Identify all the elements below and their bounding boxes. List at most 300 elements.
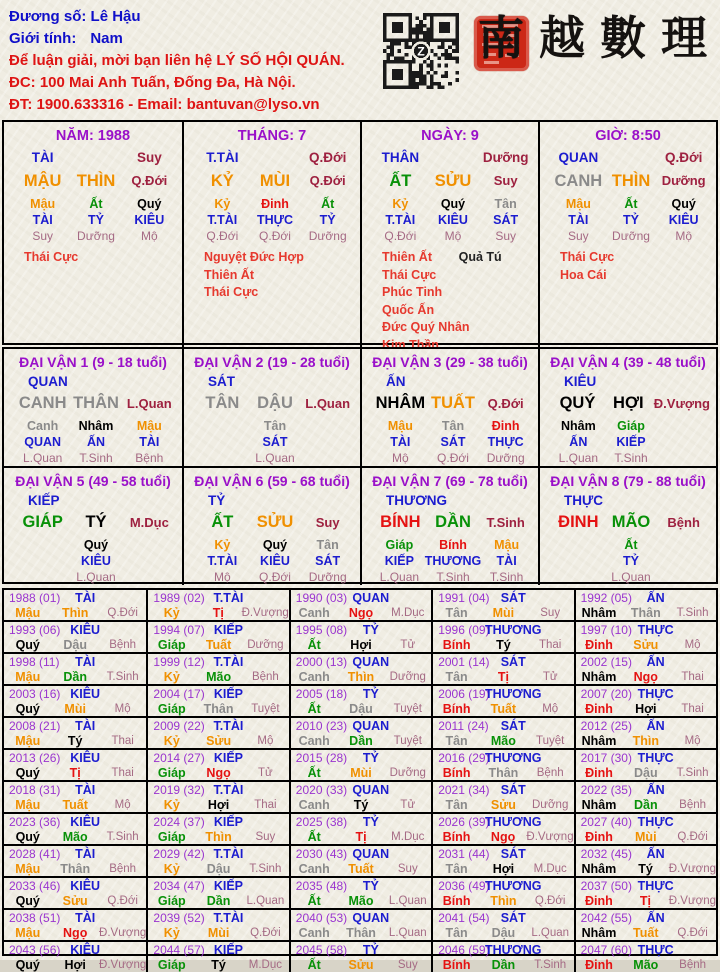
hidden-stem-stack [552,196,605,244]
svg-text:Z: Z [417,44,425,59]
year-cell-top [576,623,716,638]
dai-van-stem-branch-row [542,510,714,535]
year-branch: Mão [490,734,516,748]
hidden-stem: Kỷ [214,197,231,211]
year-stage: Đ.Vượng [526,831,574,843]
hidden-stage: Mộ [140,229,158,243]
year-stage: Q.Đới [534,895,566,907]
year-cell-bottom [291,830,431,844]
qr-code [383,13,459,89]
year-cell-bottom [148,670,288,684]
year-god: THỰC [637,943,674,957]
hidden-stem: Quý [262,538,288,552]
year-cell-bottom [148,766,288,780]
branch-label: DẬU [257,394,293,412]
year-branch: Ngọ [63,926,88,940]
dai-van-stem-branch-row [364,391,536,416]
year-cell-top [148,783,288,798]
hidden-god: SÁT [440,435,466,449]
year-branch: Thìn [490,894,517,908]
year-label: 2019 (32) [153,783,205,797]
hidden-stage: Mộ [675,229,692,243]
hidden-stem-stack [69,418,122,466]
pillar-god-row [542,148,714,168]
stem-label: CANH [18,394,67,412]
year-label: 2002 (15) [580,655,632,669]
year-branch: Thân [488,766,519,780]
stage-label: Q.Đới [664,150,703,165]
year-god: KIÊU [70,943,101,957]
year-cell [146,876,288,908]
year-stage: Bệnh [536,767,564,779]
hidden-stage: Suy [567,229,589,243]
hidden-stems-row [364,537,536,585]
year-branch: Mão [348,894,374,908]
pillar-notes [6,249,180,267]
year-cell [431,652,573,684]
year-cell [146,590,288,620]
year-god: ẤN [646,911,665,925]
year-god: ẤN [646,591,665,605]
year-cell [574,812,716,844]
header [0,0,720,118]
year-cell [431,940,573,972]
hidden-stem-stack [479,418,532,466]
year-label: 2023 (36) [9,815,61,829]
year-god: SÁT [500,783,526,797]
year-cell [431,748,573,780]
year-god: ẤN [646,655,665,669]
hidden-stem-stack [16,196,69,244]
year-stem: Canh [298,862,330,876]
year-cell [289,620,431,652]
year-stage: Thai [681,671,704,683]
hidden-stem: Mậu [30,197,56,211]
year-cell [289,684,431,716]
god-label: TÀI [31,150,54,165]
hidden-stem: Tân [263,419,287,433]
hidden-stems-row [6,196,180,244]
year-cell-top [4,591,146,606]
branch-label: THÂN [73,394,119,412]
year-label: 2036 (49) [438,879,490,893]
year-stage: Mộ [684,735,701,747]
hidden-god: T.TÀI [207,213,238,227]
note-star: Nguyệt Đức Hợp [204,250,304,264]
year-cell-bottom [291,766,431,780]
hidden-stems-row [186,418,358,466]
pillar-notes [186,249,358,302]
year-stage: Đ.Vượng [99,959,147,971]
year-label: 1994 (07) [153,623,205,637]
year-label: 2026 (39) [438,815,490,829]
year-label: 2018 (31) [9,783,61,797]
stage-label: Suy [493,173,518,188]
dai-van-stem-branch-row [186,391,358,416]
year-stage: Tuyệt [393,735,422,747]
year-cell [146,812,288,844]
dai-van-stem-branch-row [364,510,536,535]
year-god: SÁT [500,591,526,605]
year-god: T.TÀI [213,655,244,669]
hidden-stem: Quý [671,197,696,211]
year-label: 1997 (10) [580,623,632,637]
year-cell-bottom [148,702,288,716]
year-label: 2029 (42) [153,847,205,861]
year-cell [146,716,288,748]
year-label: 1995 (08) [295,623,348,637]
hidden-god: TÀI [390,435,411,449]
year-cell-bottom [4,606,146,620]
gender-label: Giới tính: [9,30,77,47]
year-label: 2027 (40) [580,815,632,829]
year-god: ẤN [646,783,665,797]
hidden-god: T.TÀI [207,554,238,568]
hidden-stem-stack [196,196,249,244]
year-cell [289,908,431,940]
hidden-stem: Tân [494,197,517,211]
year-cell [574,908,716,940]
year-label: 2001 (14) [438,655,490,669]
year-label: 1998 (11) [9,655,60,669]
year-branch: Ngọ [348,606,374,620]
year-god: THƯƠNG [484,687,542,701]
year-god: TỶ [362,879,379,893]
year-stage: Đ.Vượng [99,927,147,939]
pillar-notes [364,249,536,354]
god-label: QUAN [558,150,599,165]
branch-label: MÃO [611,513,651,531]
year-label: 2008 (21) [9,719,61,733]
year-cell-top [4,719,146,734]
year-cell-bottom [576,798,716,812]
dai-van-table [2,347,718,584]
brand-logo [468,4,716,76]
stem-label: GIÁP [22,513,63,531]
year-stem: Giáp [157,638,186,652]
hidden-stage: L.Quan [255,451,295,465]
year-cell-bottom [576,734,716,748]
dai-van-cell [538,466,716,585]
hidden-stems-row [186,537,358,585]
hidden-stem-stack [16,418,69,466]
year-label: 2003 (16) [9,687,61,701]
year-cell-top [148,815,288,830]
dai-van-title: ĐẠI VẬN 8 (79 - 88 tuổi) [550,473,706,489]
year-cell-bottom [433,670,573,684]
year-stage: T.Sinh [534,959,567,971]
pillar-stem-branch-row [6,168,180,194]
year-stage: Q.Đới [250,927,281,939]
hidden-stage: Bệnh [135,451,164,465]
year-cell-top [291,591,431,606]
hidden-god: KIÊU [668,213,699,227]
god-label: KIẾP [28,493,60,508]
year-cell-top [291,879,431,894]
hidden-stem: Nhâm [560,419,596,433]
hidden-god: TỶ [623,554,639,568]
year-god: ẤN [646,719,665,733]
note-star: Đức Quý Nhân [382,320,470,334]
year-god: KIẾP [213,623,244,637]
year-cell-top [291,623,431,638]
year-stage: L.Quan [388,927,427,939]
year-cell-bottom [291,926,431,940]
year-god: TÀI [75,783,96,797]
year-label: 1999 (12) [153,655,205,669]
year-stem: Bính [442,766,471,780]
hidden-god: TỶ [623,213,639,227]
year-god: KIẾP [213,751,244,765]
year-label: 2004 (17) [153,687,205,701]
year-stage: M.Dục [533,863,567,875]
year-cell-top [4,879,146,894]
year-stem: Bính [442,958,471,972]
year-cell-bottom [4,926,146,940]
year-cell-bottom [148,958,288,972]
year-cell [289,590,431,620]
calligraphy-char: 越 [539,11,585,65]
year-cell-bottom [576,606,716,620]
gender-line [9,28,345,50]
year-cell-bottom [433,766,573,780]
year-label: 2006 (19) [438,687,490,701]
year-branch: Thìn [205,830,232,844]
year-stage: Suy [397,863,418,875]
year-cell-bottom [148,862,288,876]
year-branch: Mùi [635,830,657,844]
year-cell-bottom [433,830,573,844]
hidden-god: KIÊU [134,213,165,227]
year-branch: Tị [639,894,652,908]
hidden-stem-stack [301,537,354,585]
year-stem: Nhâm [581,606,617,620]
hidden-stem-stack [427,418,480,466]
year-stem: Đinh [585,638,613,652]
pillar-title: NGÀY: 9 [421,128,479,144]
year-cell-bottom [4,766,146,780]
year-god: T.TÀI [213,591,244,605]
year-god: THƯƠNG [484,879,542,893]
year-god: KIẾP [213,879,244,893]
year-stem: Kỷ [163,798,180,812]
hidden-god: ẤN [86,435,106,449]
god-label: TỶ [208,493,226,508]
year-stage: Tuyệt [251,703,280,715]
note-star: Phúc Tinh [382,285,443,299]
branch-label: SỬU [256,513,294,531]
year-stage: Tử [258,767,273,779]
year-cell-bottom [4,734,146,748]
year-cell-top [291,911,431,926]
year-label: 1996 (09) [438,623,490,637]
year-branch: Mùi [64,702,86,716]
year-stem: Ất [307,894,321,908]
year-label: 2030 (43) [295,847,348,861]
year-stem: Mậu [15,734,41,748]
year-stage: Q.Đới [107,895,138,907]
year-label: 2010 (23) [295,719,348,733]
year-god: SÁT [500,719,526,733]
stem-label: TÂN [205,394,240,412]
year-stem: Bính [442,830,471,844]
year-stage: Mộ [684,639,701,651]
year-cell-top [148,943,288,958]
year-label: 1989 (02) [153,591,205,605]
year-god: TỶ [362,687,379,701]
year-label: 2009 (22) [153,719,205,733]
year-cell-bottom [291,638,431,652]
hidden-stage: Dưỡng [308,229,347,243]
dai-van-cell [182,349,360,466]
year-stem: Tân [445,926,468,940]
year-cell [289,716,431,748]
year-god: TỶ [362,623,379,637]
year-label: 2024 (37) [153,815,205,829]
year-branch: Dần [633,798,658,812]
year-stage: Q.Đới [107,607,138,619]
hidden-stem-stack [479,196,532,244]
hidden-stem-stack [249,418,302,466]
year-cell-top [291,719,431,734]
year-label: 2031 (44) [438,847,490,861]
stem-label: ẤT [211,513,234,531]
year-god: TÀI [75,591,96,605]
year-cell-bottom [576,766,716,780]
year-cell [4,940,146,972]
note-star: Thái Cực [382,267,437,282]
hidden-god: KIÊU [438,213,468,227]
year-stem: Tân [445,670,468,684]
year-branch: Tuất [490,702,517,716]
year-label: 1990 (03) [295,591,348,605]
year-god: TỶ [362,815,379,829]
year-god: KIÊU [70,815,101,829]
hidden-stem: Đinh [261,197,289,211]
year-branch: Hợi [207,798,230,812]
god-label: ẤN [386,374,406,389]
year-label: 2025 (38) [295,815,348,829]
year-god: QUAN [352,783,390,797]
year-branch: Thân [60,862,91,876]
subject-name-value: Lê Hậu [90,8,141,25]
year-cell [574,684,716,716]
year-cell-bottom [433,894,573,908]
year-stage: Đ.Vượng [241,607,289,619]
year-label: 2043 (56) [9,943,61,957]
year-label: 2047 (60) [580,943,632,957]
stem-label: NHÂM [375,394,426,412]
year-stage: L.Quan [531,927,570,939]
year-label: 2022 (35) [580,783,632,797]
year-cell [146,684,288,716]
year-cell-bottom [433,702,573,716]
year-cell-top [433,751,573,766]
note-star: Kim Thần [382,337,439,352]
year-god: THỰC [637,815,674,829]
year-stem: Kỷ [163,606,180,620]
contact-line-2: ĐC: 100 Mai Anh Tuấn, Đống Đa, Hà Nội. [9,74,296,91]
stage-label: Suy [315,515,340,530]
year-god: KIẾP [213,943,244,957]
year-cell-bottom [433,926,573,940]
branch-label: THÌN [76,172,116,190]
hidden-stem: Tân [316,538,339,552]
hidden-stage: T.Sinh [489,570,524,584]
year-god: KIẾP [213,815,244,829]
year-god: THƯƠNG [484,623,542,637]
year-branch: Mão [206,670,232,684]
year-branch: Tý [67,734,83,748]
year-god: QUAN [352,655,390,669]
pillar-cell [360,122,538,354]
year-label: 2039 (52) [153,911,205,925]
hidden-stems-row [542,537,714,585]
year-god: TÀI [75,911,96,925]
year-stage: Dưỡng [389,767,426,779]
year-stage: Suy [540,607,561,619]
year-cell-top [148,751,288,766]
year-cell-bottom [291,862,431,876]
year-label: 2000 (13) [295,655,348,669]
hidden-stage: Q.Đới [437,451,469,465]
year-stem: Canh [298,670,330,684]
year-stem: Ất [307,830,321,844]
year-god: T.TÀI [213,719,244,733]
year-label: 2007 (20) [580,687,632,701]
hidden-stem: Ất [624,197,638,211]
dai-van-title: ĐẠI VẬN 6 (59 - 68 tuổi) [194,473,350,489]
pillar-god-row [364,148,536,168]
year-cell-top [4,815,146,830]
hidden-stage: L.Quan [611,570,651,584]
pillar-god-row [186,148,358,168]
year-branch: Dần [349,734,373,748]
year-stage: Q.Đới [677,927,708,939]
year-branch: Tị [497,670,509,684]
hidden-stem: Mậu [387,419,413,433]
hidden-stage: Suy [495,229,516,243]
year-stem: Nhâm [581,734,617,748]
year-cell-bottom [576,702,716,716]
year-cell [574,652,716,684]
stem-label: CANH [554,172,603,190]
stem-label: BÍNH [380,513,421,531]
calligraphy-char: 數 [600,11,646,65]
branch-label: MÙI [259,172,291,190]
year-branch: Mùi [350,766,372,780]
pillar-cell [4,122,182,354]
stage-label: Q.Đới [487,396,524,411]
note-star: Quốc Ấn [382,302,435,317]
year-label: 2038 (51) [9,911,61,925]
year-stem: Kỷ [163,670,180,684]
year-god: T.TÀI [213,847,244,861]
hidden-god: THỰC [256,213,294,227]
stage-label: Đ.Vượng [653,396,710,411]
year-god: QUAN [352,719,390,733]
year-label: 1991 (04) [438,591,490,605]
dai-van-title: ĐẠI VẬN 5 (49 - 58 tuổi) [15,473,171,489]
year-stage: M.Dục [391,607,425,619]
year-god: THỰC [637,687,674,701]
year-cell-top [433,719,573,734]
pillar-notes [542,249,714,284]
stem-label: KỶ [210,172,234,190]
year-cell-bottom [433,862,573,876]
year-cell-bottom [4,830,146,844]
year-branch: Thân [346,926,376,940]
